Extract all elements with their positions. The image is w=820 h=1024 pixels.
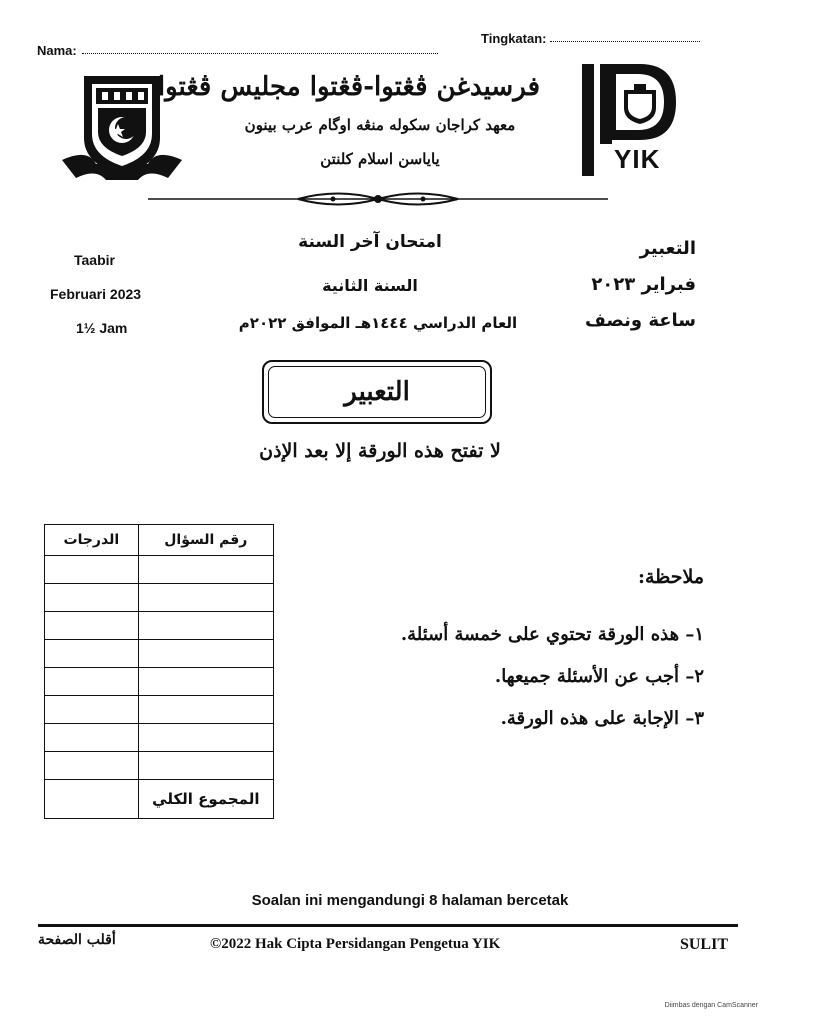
question-cell[interactable] [138, 640, 273, 668]
question-cell[interactable] [138, 612, 273, 640]
subject-title: التعبير [268, 366, 486, 418]
header-calligraphy-line1: فرسيدغن ڤڠتوا-ڤڠتوا مجليس ڤڠتوا [157, 72, 540, 102]
table-row [45, 584, 274, 612]
ornamental-divider [148, 188, 608, 210]
note-item-2: ٢– أجب عن الأسئلة جميعها. [494, 666, 704, 687]
do-not-open-warning: لا تفتح هذه الورقة إلا بعد الإذن [259, 440, 501, 462]
footer-rule [38, 924, 738, 927]
question-cell[interactable] [138, 752, 273, 780]
grade-cell[interactable] [45, 668, 139, 696]
grade-cell[interactable] [45, 584, 139, 612]
name-field-line [82, 53, 438, 54]
duration-malay: 1½ Jam [76, 320, 128, 336]
academic-year-arabic: العام الدراسي ١٤٤٤هـ الموافق ٢٠٢٢م [238, 314, 518, 332]
copyright-notice: ©2022 Hak Cipta Persidangan Pengetua YIK [210, 936, 501, 952]
header-grades: الدرجات [45, 525, 139, 556]
subject-title-box [262, 360, 492, 424]
grades-table [44, 524, 274, 819]
exam-date-arabic: فبراير ٢٠٢٣ [591, 274, 696, 295]
table-row [45, 724, 274, 752]
table-row [45, 696, 274, 724]
turn-page-note: أقلب الصفحة [38, 932, 116, 948]
tingkatan-label: Tingkatan: [481, 31, 547, 46]
total-label: المجموع الكلي [138, 780, 273, 819]
name-label: Nama: [37, 43, 77, 58]
question-cell[interactable] [138, 696, 273, 724]
classification-label: SULIT [679, 936, 728, 953]
question-cell[interactable] [138, 724, 273, 752]
question-cell[interactable] [138, 668, 273, 696]
exam-type-arabic: امتحان آخر السنة [298, 232, 442, 252]
tingkatan-field-line [550, 41, 700, 42]
grade-cell[interactable] [45, 724, 139, 752]
note-item-3: ٣– الإجابة على هذه الورقة. [500, 708, 704, 729]
grades-table-total-row [45, 780, 274, 819]
school-year-arabic: السنة الثانية [322, 276, 418, 295]
subject-name-arabic: التعبير [639, 238, 696, 259]
table-row [45, 668, 274, 696]
subject-name-malay: Taabir [74, 252, 115, 268]
table-row [45, 612, 274, 640]
exam-date-malay: Februari 2023 [50, 286, 142, 302]
header-question-number: رقم السؤال [138, 525, 273, 556]
grades-table-header [45, 525, 274, 556]
table-row [45, 640, 274, 668]
duration-arabic: ساعة ونصف [584, 310, 696, 331]
header-calligraphy-line3: ياياسن اسلام كلنتن [320, 150, 440, 168]
table-row [45, 752, 274, 780]
table-row [45, 556, 274, 584]
question-cell[interactable] [138, 584, 273, 612]
note-item-1: ١– هذه الورقة تحتوي على خمسة أسئلة. [400, 624, 704, 645]
grade-cell[interactable] [45, 696, 139, 724]
grade-cell[interactable] [45, 612, 139, 640]
grade-cell[interactable] [45, 556, 139, 584]
yik-logo-text: YIK [614, 144, 661, 174]
question-cell[interactable] [138, 556, 273, 584]
total-grade-cell[interactable] [45, 780, 139, 819]
scanner-watermark: Diimbas dengan CamScanner [664, 1002, 758, 1009]
header-calligraphy-line2: معهد كراجان سكوله منڠه اوگام عرب بينون [244, 116, 516, 134]
notes-heading: ملاحظة: [637, 566, 704, 588]
pages-count-note: Soalan ini mengandungi 8 halaman bercetak [251, 892, 569, 909]
grade-cell[interactable] [45, 752, 139, 780]
grade-cell[interactable] [45, 640, 139, 668]
